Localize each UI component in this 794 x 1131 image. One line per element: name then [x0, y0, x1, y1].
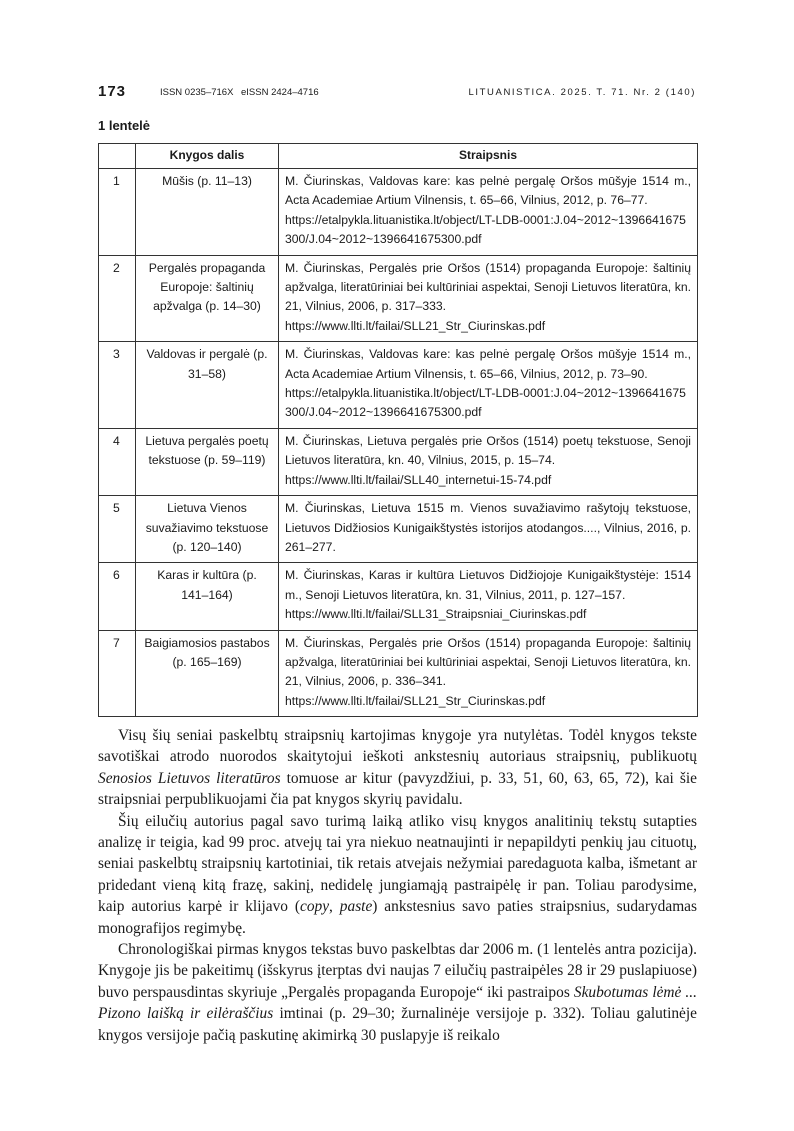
article-citation: M. Čiurinskas, Valdovas kare: kas pelnė pergalę Oršos mūšyje 1514 m., Acta Academiae Artium Vilnensis, t. 65–66, Vilnius, 2012, p. 76–77. — [285, 174, 691, 208]
row-number: 4 — [99, 428, 136, 495]
table-row — [99, 630, 698, 717]
book-part: Karas ir kultūra (p. 141–164) — [136, 563, 279, 630]
row-number: 5 — [99, 496, 136, 563]
text-run: Šių eilučių autorius pagal savo turimą laiką atliko visų knygos analitinių tekstų sutapties analizę ir teigia, kad 99 proc. atvejų tai yra niekuo neatnaujinti ir nepapildyti penkių jau cituotų, seniai paskelbtų straipsnių kartotiniai, tik retais atvejais nežymiai paredaguota kalba, išmetant ar pridedant vieną kitą frazę, sakinį, nedidelę jungiamąją pastraipėlę ir pan. Toliau parodysime, kaip autorius karpė ir klijavo ( — [98, 812, 697, 916]
table-row — [99, 169, 698, 256]
table-row — [99, 496, 698, 563]
table-header-row — [99, 144, 698, 169]
article-cell — [279, 563, 698, 630]
table-row — [99, 255, 698, 342]
row-number: 1 — [99, 169, 136, 256]
row-number: 7 — [99, 630, 136, 717]
paragraph — [98, 811, 697, 939]
article-citation: M. Čiurinskas, Lietuva 1515 m. Vienos suvažiavimo rašytojų tekstuose, Lietuvos Didžiosios Kunigaikštystės istorijos atodangos...., Vilnius, 2016, p. 261–277. — [285, 501, 691, 554]
article-citation: M. Čiurinskas, Pergalės prie Oršos (1514) propaganda Europoje: šaltinių apžvalga, literatūriniai bei kultūriniai aspektai, Senoji Lietuvos literatūra, kn. 21, Vilnius, 2006, p. 317–333. — [285, 260, 691, 314]
row-number: 3 — [99, 342, 136, 429]
italic-title: Senosios Lietuvos literatūros — [98, 769, 281, 787]
article-link[interactable]: https://www.llti.lt/failai/SLL40_internetui-15-74.pdf — [285, 472, 552, 487]
paragraph — [98, 939, 697, 1046]
text-run: , — [329, 898, 340, 916]
book-part: Lietuva Vienos suvažiavimo tekstuose (p. 120–140) — [136, 496, 279, 563]
book-part: Pergalės propaganda Europoje: šaltinių apžvalga (p. 14–30) — [136, 255, 279, 342]
article-cell — [279, 169, 698, 256]
italic-term: copy — [299, 898, 330, 916]
article-link[interactable]: https://www.llti.lt/failai/SLL31_Straipsniai_Ciurinskas.pdf — [285, 607, 587, 622]
eissn: eISSN 2424–4716 — [241, 87, 319, 98]
article-link[interactable]: https://www.llti.lt/failai/SLL21_Str_Ciurinskas.pdf — [285, 693, 546, 708]
article-cell — [279, 255, 698, 342]
article-citation: M. Čiurinskas, Karas ir kultūra Lietuvos Didžiojoje Kunigaikštystėje: 1514 m., Senoji Lietuvos literatūra, kn. 31, Vilnius, 2011, p. 127–157. — [285, 568, 691, 602]
italic-quote: Skubotumas lėmė ... Pizono laišką ir eilėraščius — [98, 983, 697, 1023]
page-number: 173 — [98, 83, 127, 100]
text-run: Visų šių seniai paskelbtų straipsnių kartojimas knygoje yra nutylėtas. Todėl knygos tekste savotiškai atrodo nuorodos skaitytojui ieškoti ankstesnių autoriaus straipsnių, publikuotų — [98, 727, 697, 766]
article-link[interactable]: https://www.llti.lt/failai/SLL21_Str_Ciurinskas.pdf — [285, 318, 546, 333]
journal-title: LITUANISTICA. 2025. T. 71. Nr. 2 (140) — [468, 87, 696, 98]
references-table — [98, 143, 698, 717]
article-cell — [279, 496, 698, 563]
table-caption: 1 lentelė — [98, 118, 151, 133]
paragraph — [98, 725, 697, 811]
book-part: Lietuva pergalės poetų tekstuose (p. 59–119) — [136, 428, 279, 495]
table-row — [99, 428, 698, 495]
running-header — [98, 83, 696, 105]
italic-term: paste — [339, 898, 373, 916]
row-number: 6 — [99, 563, 136, 630]
row-number: 2 — [99, 255, 136, 342]
article-citation: M. Čiurinskas, Valdovas kare: kas pelnė pergalę Oršos mūšyje 1514 m., Acta Academiae Artium Vilnensis, t. 65–66, Vilnius, 2012, p. 73–90. — [285, 347, 691, 381]
text-run: tomuose ar kitur (pavyzdžiui, p. 33, 51, 60, 63, 65, 72), kai šie straipsniai perpublikuojami čia pat knygos skyrių pavidalu. — [98, 769, 697, 809]
text-run: imtinai (p. 29–30; žurnalinėje versijoje p. 332). Toliau galutinėje knygos versijoje pačią paskutinę akimirką 30 puslapyje iš reikalo — [98, 1005, 697, 1044]
issn: ISSN 0235–716X — [160, 87, 234, 98]
text-run: Chronologiškai pirmas knygos tekstas buvo paskelbtas dar 2006 m. (1 lentelės antra pozicija). Knygoje jis be pakeitimų (išskyrus įterptas dvi naujas 7 eilučių pastraipėles 28 ir 29 puslapiuose) buvo perspausdintas skyriuje „Pergalės propaganda Europoje“ iki pastraipos — [98, 941, 697, 1001]
header-article: Straipsnis — [279, 144, 698, 169]
article-link[interactable]: https://etalpykla.lituanistika.lt/object/LT-LDB-0001:J.04~2012~1396641675300/J.04~2012~1396641675300.pdf — [285, 212, 686, 247]
book-part: Valdovas ir pergalė (p. 31–58) — [136, 342, 279, 429]
text-run: ) ankstesnius savo paties straipsnius, sudarydamas monografijos regimybę. — [98, 898, 697, 937]
header-book-part: Knygos dalis — [136, 144, 279, 169]
article-cell — [279, 342, 698, 429]
article-link[interactable]: https://etalpykla.lituanistika.lt/object/LT-LDB-0001:J.04~2012~1396641675300/J.04~2012~1396641675300.pdf — [285, 386, 686, 420]
book-part: Baigiamosios pastabos (p. 165–169) — [136, 630, 279, 717]
article-citation: M. Čiurinskas, Pergalės prie Oršos (1514) propaganda Europoje: šaltinių apžvalga, literatūriniai bei kultūriniai aspektai, Senoji Lietuvos literatūra, kn. 21, Vilnius, 2006, p. 336–341. — [285, 635, 691, 689]
article-cell — [279, 630, 698, 717]
article-citation: M. Čiurinskas, Lietuva pergalės prie Oršos (1514) poetų tekstuose, Senoji Lietuvos literatūra, kn. 40, Vilnius, 2015, p. 15–74. — [285, 433, 691, 468]
table-row — [99, 563, 698, 630]
header-number — [99, 144, 136, 169]
book-part: Mūšis (p. 11–13) — [136, 169, 279, 256]
article-cell — [279, 428, 698, 495]
table-row — [99, 342, 698, 429]
body-text — [98, 725, 697, 1046]
